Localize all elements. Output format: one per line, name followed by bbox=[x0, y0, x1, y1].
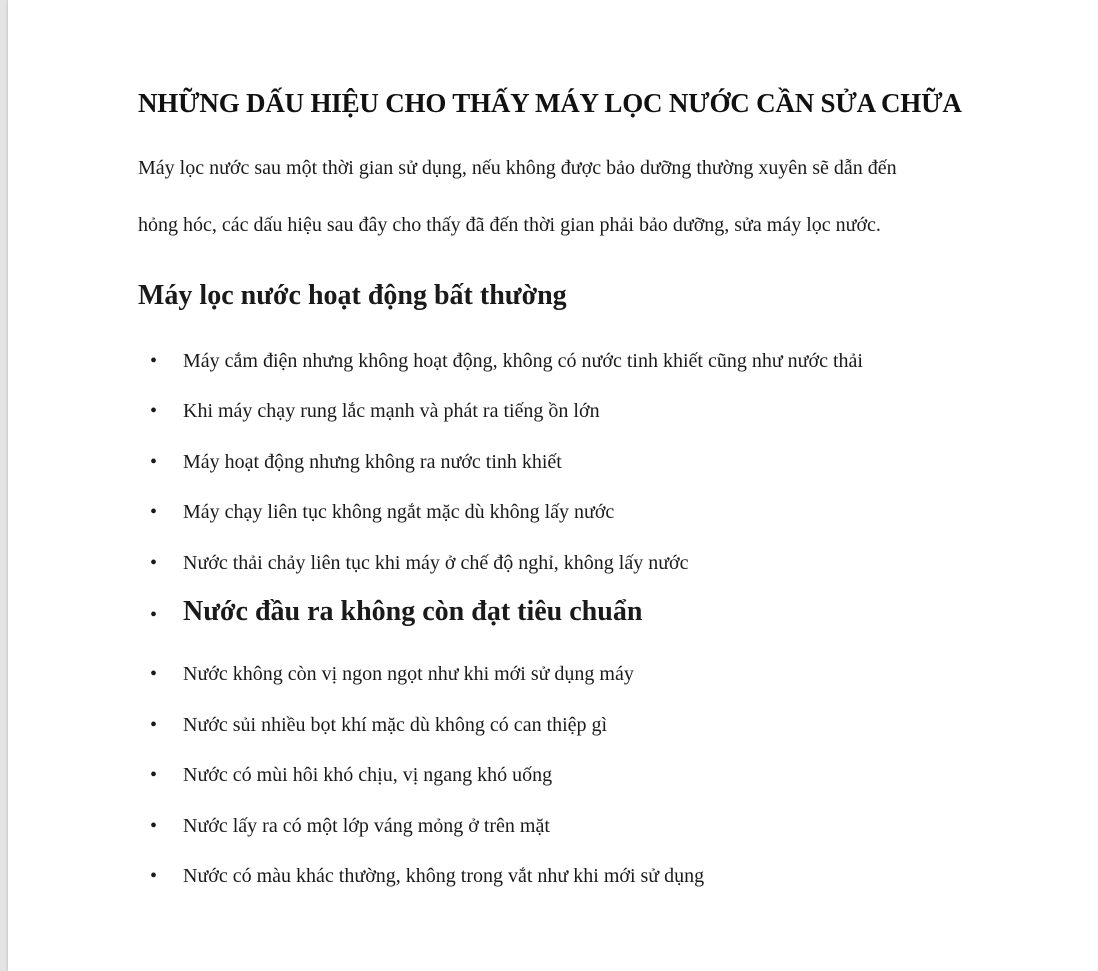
section-heading-output-water bbox=[138, 595, 642, 658]
list-item-text: Khi máy chạy rung lắc mạnh và phát ra tiếng ồn lớn bbox=[183, 400, 600, 423]
list-item bbox=[138, 710, 704, 761]
list-item bbox=[138, 346, 863, 396]
document-title: NHỮNG DẤU HIỆU CHO THẤY MÁY LỌC NƯỚC CẦN SỬA CHỮA bbox=[138, 88, 962, 118]
intro-paragraph bbox=[138, 140, 1018, 254]
list-item bbox=[138, 760, 704, 811]
bullet-icon: • bbox=[150, 814, 158, 837]
abnormal-operation-list bbox=[138, 346, 863, 598]
bullet-icon: • bbox=[150, 501, 158, 524]
list-item-text: Nước có mùi hôi khó chịu, vị ngang khó uống bbox=[183, 764, 553, 786]
bullet-icon: • bbox=[150, 865, 158, 887]
list-item bbox=[138, 396, 863, 446]
bullet-icon: • bbox=[150, 604, 158, 626]
bullet-icon: • bbox=[150, 764, 158, 786]
list-item bbox=[138, 548, 863, 598]
bullet-icon: • bbox=[150, 350, 158, 372]
section-heading-abnormal-operation: Máy lọc nước hoạt động bất thường bbox=[138, 280, 567, 311]
output-water-list bbox=[138, 659, 704, 912]
intro-line-1: Máy lọc nước sau một thời gian sử dụng, nếu không được bảo dưỡng thường xuyên sẽ dẫn đến bbox=[138, 157, 897, 179]
list-item-text: Nước thải chảy liên tục khi máy ở chế độ nghỉ, không lấy nước bbox=[183, 551, 689, 574]
bullet-icon: • bbox=[150, 713, 158, 736]
bullet-icon: • bbox=[150, 551, 158, 574]
intro-line-2: hỏng hóc, các dấu hiệu sau đây cho thấy đã đến thời gian phải bảo dưỡng, sửa máy lọc nước. bbox=[138, 214, 881, 236]
list-item-text: Máy cắm điện nhưng không hoạt động, không có nước tinh khiết cũng như nước thải bbox=[183, 350, 863, 372]
list-item bbox=[138, 447, 863, 497]
list-item-text: Máy chạy liên tục không ngắt mặc dù không lấy nước bbox=[183, 501, 615, 524]
list-item-text: Nước có màu khác thường, không trong vắt như khi mới sử dụng bbox=[183, 865, 705, 887]
bullet-icon: • bbox=[150, 450, 158, 473]
list-item-text: Nước sủi nhiều bọt khí mặc dù không có can thiệp gì bbox=[183, 713, 608, 736]
section-heading-text: Nước đầu ra không còn đạt tiêu chuẩn bbox=[183, 596, 643, 627]
list-item-text: Nước không còn vị ngon ngọt như khi mới sử dụng máy bbox=[183, 663, 634, 685]
list-item-text: Nước lấy ra có một lớp váng mỏng ở trên mặt bbox=[183, 814, 550, 837]
document-page bbox=[8, 0, 1098, 971]
list-item bbox=[138, 497, 863, 547]
list-item bbox=[138, 811, 704, 862]
output-water-heading-list bbox=[138, 595, 642, 658]
bullet-icon: • bbox=[150, 400, 158, 423]
list-item bbox=[138, 659, 704, 710]
list-item-text: Máy hoạt động nhưng không ra nước tinh khiết bbox=[183, 450, 562, 473]
bullet-icon: • bbox=[150, 663, 158, 685]
list-item bbox=[138, 861, 704, 912]
